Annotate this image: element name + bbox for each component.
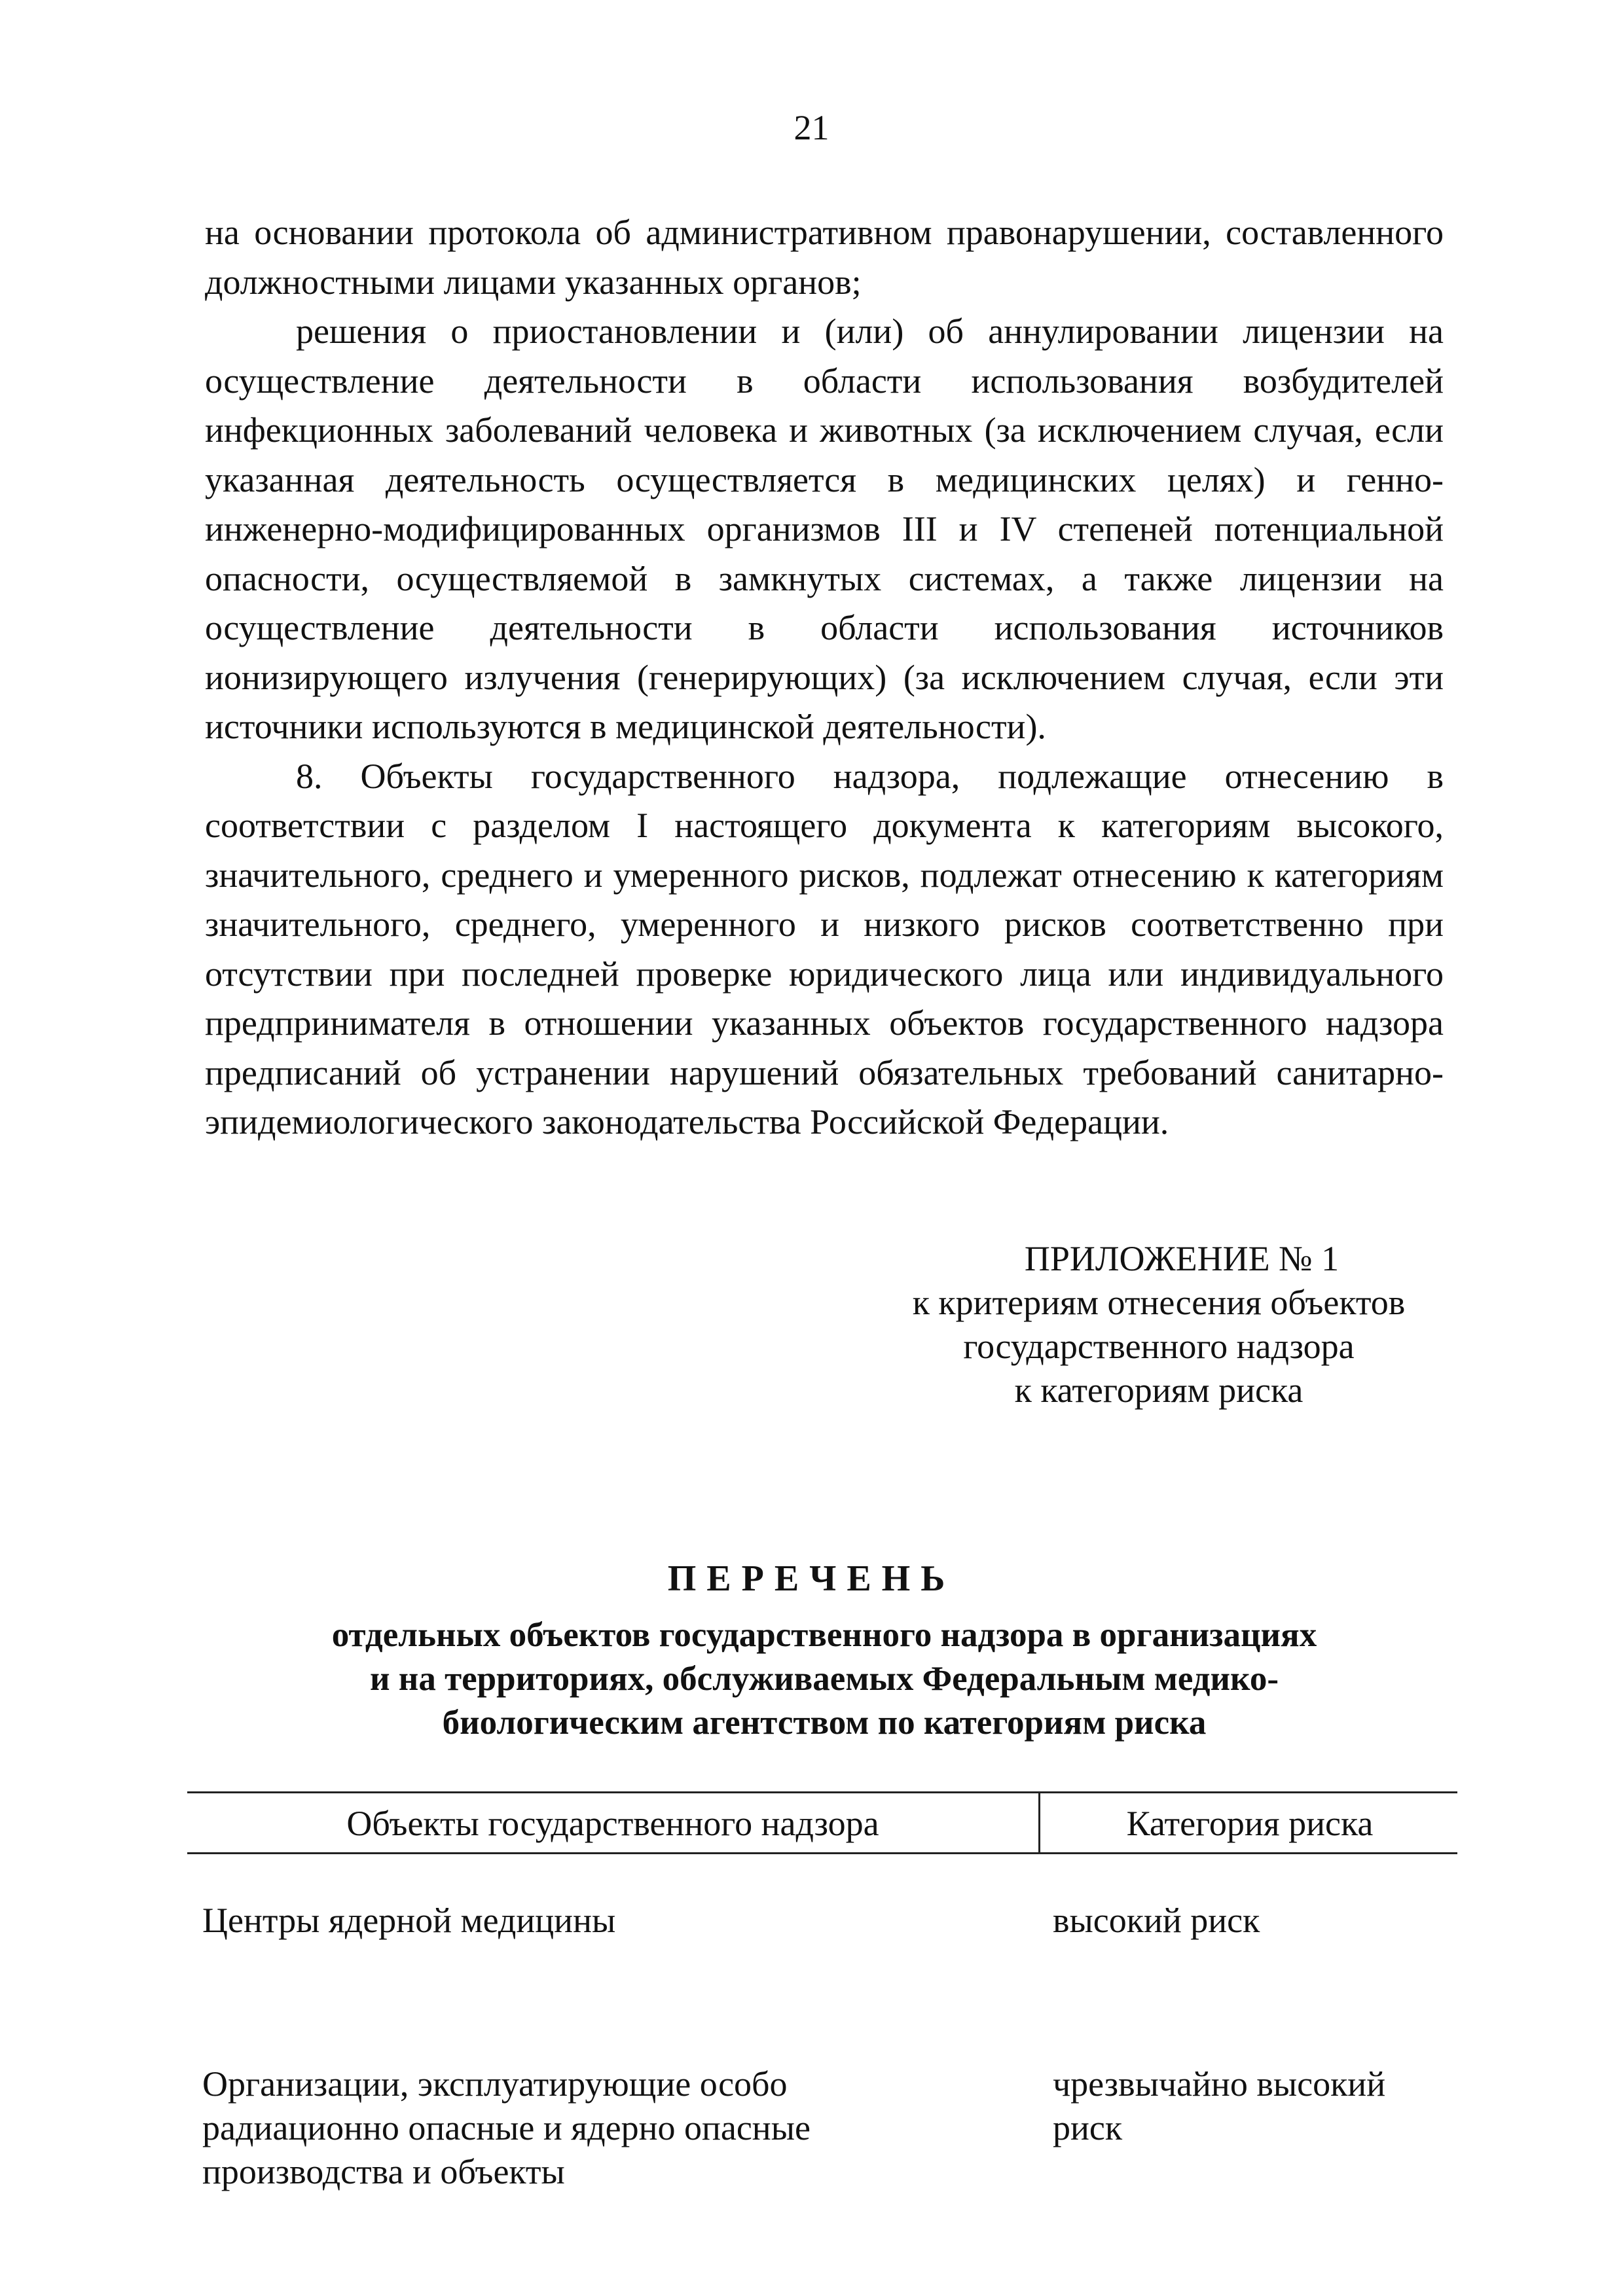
table-row (187, 1854, 1457, 1985)
appendix-line: государственного надзора (963, 1327, 1355, 1366)
table-header (187, 1791, 1457, 1854)
list-subtitle-line: и на территориях, обслуживаемых Федеральным медико- (370, 1660, 1279, 1698)
paragraph-item-8: 8. Объекты государственного надзора, подлежащие отнесению в соответствии с разделом I настоящего документа к категориям высокого, значительного, среднего и умеренного рисков, подлежат отнесению к категориям значительного, среднего, умеренного и низкого рисков соответственно при отсутствии при последней проверке юридического лица или индивидуального предпринимателя в отношении указанных объектов государственного надзора предписаний об устранении нарушений обязательных требований санитарно-эпидемиологического законодательства Российской Федерации. (205, 756, 1444, 1141)
appendix-line: к категориям риска (1014, 1371, 1304, 1410)
row-category-line: риск (1053, 2108, 1123, 2147)
list-title: ПЕРЕЧЕНЬ (667, 1558, 956, 1599)
row-object-line: радиационно опасные и ядерно опасные (202, 2108, 811, 2147)
row-object: Центры ядерной медицины (202, 1901, 616, 1940)
row-object-line: производства и объекты (202, 2152, 565, 2191)
row-object (202, 2062, 1008, 2194)
paragraph-protocol: на основании протокола об административном правонарушении, составленного должностными лицами указанных органов; (205, 213, 1444, 302)
appendix-title: ПРИЛОЖЕНИЕ № 1 (1024, 1239, 1340, 1278)
list-subtitle (205, 1613, 1444, 1745)
row-category: высокий риск (1053, 1901, 1260, 1940)
list-subtitle-line: отдельных объектов государственного надзора в организациях (331, 1616, 1317, 1654)
list-subtitle-line: биологическим агентством по категориям риска (442, 1704, 1207, 1742)
header-objects: Объекты государственного надзора (346, 1804, 879, 1843)
row-object-line: Организации, эксплуатирующие особо (202, 2064, 788, 2104)
body-text (205, 208, 1444, 1147)
row-category (1053, 2062, 1457, 2150)
appendix-line: к критериям отнесения объектов (912, 1283, 1406, 1322)
header-risk-category: Категория риска (1038, 1793, 1459, 1852)
appendix-heading (871, 1237, 1447, 1412)
risk-table (187, 1791, 1457, 2191)
row-category-line: чрезвычайно высокий (1053, 2064, 1386, 2104)
paragraph-license-decision: решения о приостановлении и (или) об аннулировании лицензии на осуществление деятельности в области использования возбудителей инфекционных заболеваний человека и животных (за исключением случая, если указанная деятельность осуществляется в медицинских целях) и генно-инженерно-модифицированных организмов III и IV степеней потенциальной опасности, осуществляемой в замкнутых системах, а также лицензии на осуществление деятельности в области использования источников ионизирующего излучения (генерирующих) (за исключением случая, если эти источники используются в медицинской деятельности). (205, 312, 1444, 746)
page-number: 21 (793, 108, 830, 147)
